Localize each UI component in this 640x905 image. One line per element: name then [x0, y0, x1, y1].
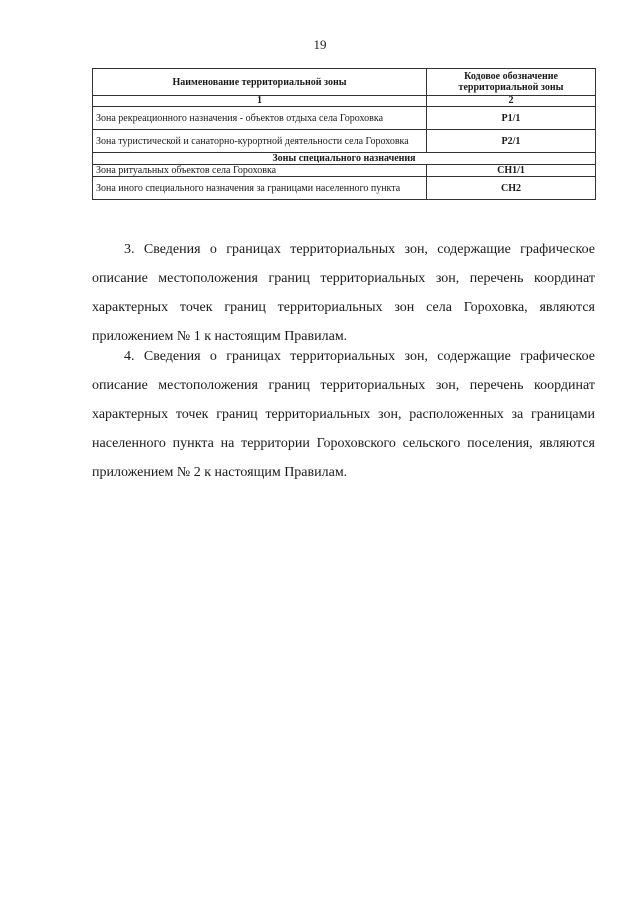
territorial-zones-table	[92, 68, 596, 200]
zone-name: Зона рекреационного назначения - объектов отдыха села Гороховка	[93, 107, 427, 130]
column-number: 1	[93, 96, 427, 107]
table-row	[93, 165, 596, 177]
header-zone-code: Кодовое обозначение территориальной зоны	[427, 69, 596, 96]
section-title: Зоны специального назначения	[93, 153, 596, 165]
zone-name: Зона туристической и санаторно-курортной деятельности села Гороховка	[93, 130, 427, 153]
zone-name: Зона ритуальных объектов села Гороховка	[93, 165, 427, 177]
paragraph-3	[92, 235, 595, 351]
table-section-row	[93, 153, 596, 165]
table-header-row	[93, 69, 596, 96]
zone-code: Р1/1	[427, 107, 596, 130]
page-number: 19	[313, 37, 327, 52]
zone-code: Р2/1	[427, 130, 596, 153]
header-zone-name: Наименование территориальной зоны	[93, 69, 427, 96]
table-row	[93, 107, 596, 130]
zone-code: СН1/1	[427, 165, 596, 177]
zone-code: СН2	[427, 177, 596, 200]
zone-name: Зона иного специального назначения за границами населенного пункта	[93, 177, 427, 200]
column-number-row	[93, 96, 596, 107]
paragraph-text: 4. Сведения о границах территориальных зон, содержащие графическое описание местоположения границ территориальных зон, перечень координат характерных точек границ территориальных зон, расположенных за границами населенного пункта на территории Гороховского сельского поселения, являются приложением № 2 к настоящим Правилам.	[92, 349, 595, 480]
table-row	[93, 177, 596, 200]
column-number: 2	[427, 96, 596, 107]
table-row	[93, 130, 596, 153]
paragraph-text: 3. Сведения о границах территориальных зон, содержащие графическое описание местоположения границ территориальных зон, перечень координат характерных точек границ территориальных зон села Гороховка, являются приложением № 1 к настоящим Правилам.	[92, 242, 595, 344]
paragraph-4	[92, 342, 595, 487]
